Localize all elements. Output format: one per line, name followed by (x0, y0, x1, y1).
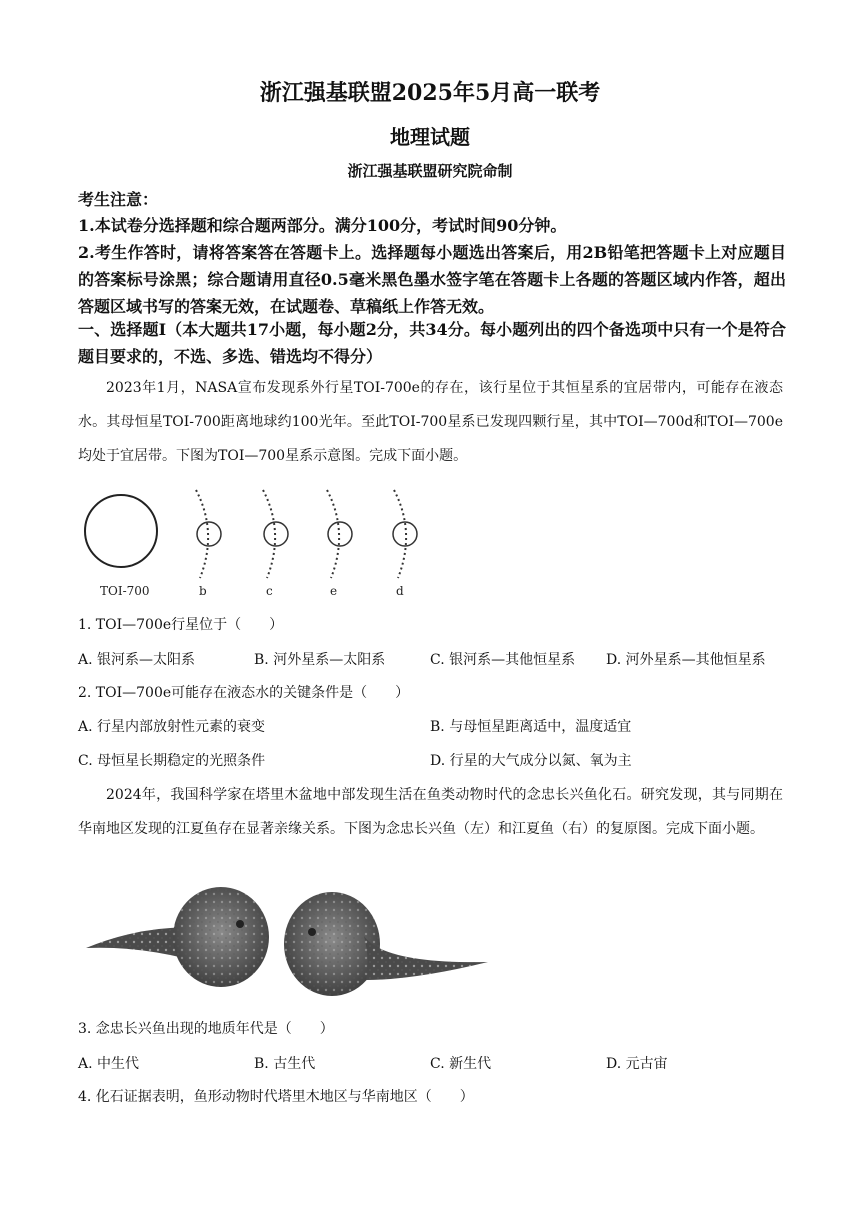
q3-option-b: B. 古生代 (254, 1056, 316, 1072)
q3-option-a: A. 中生代 (78, 1056, 140, 1072)
q2-option-d: D. 行星的大气成分以氮、氧为主 (430, 753, 632, 769)
q2-option-a: A. 行星内部放射性元素的衰变 (78, 719, 266, 735)
section-heading: 一、选择题Ⅰ（本大题共17小题，每小题2分，共34分。每小题列出的四个备选项中只有一个是符合题目要求的，不选、多选、错选均不得分） (78, 320, 786, 366)
fish-fossil-figure (84, 884, 490, 1004)
planet-orbit-e (327, 490, 352, 578)
question-2-stem: 2. TOI—700e可能存在液态水的关键条件是（ ） (78, 685, 410, 701)
subject-title: 地理试题 (390, 125, 470, 149)
changxingaspis-fossil (86, 887, 269, 987)
planet-label-c: c (266, 584, 273, 598)
q3-option-c: C. 新生代 (430, 1056, 492, 1072)
notice-item-2: 2.考生作答时，请将答案答在答题卡上。选择题每小题选出答案后，用2B铅笔把答题卡上对应题目的答案标号涂黑；综合题请用直径0.5毫米黑色墨水签字笔在答题卡上各题的答题区域内作答，超出答题区域书写的答案无效，在试题卷、草稿纸上作答无效。 (78, 243, 786, 316)
question-1-stem: 1. TOI—700e行星位于（ ） (78, 617, 284, 633)
q1-option-c: C. 银河系—其他恒星系 (430, 652, 576, 668)
q3-option-d: D. 元古宙 (606, 1056, 668, 1072)
planet-orbit-b (196, 490, 221, 578)
exam-title: 浙江强基联盟2025年5月高一联考 (259, 80, 601, 106)
planet-label-d: d (396, 584, 404, 598)
notice-heading: 考生注意： (78, 190, 159, 209)
q1-option-b: B. 河外星系—太阳系 (254, 652, 386, 668)
planet-orbit-d (393, 490, 417, 578)
passage-2: 2024年，我国科学家在塔里木盆地中部发现生活在鱼类动物时代的念忠长兴鱼化石。研究发现，其与同期在华南地区发现的江夏鱼存在显著亲缘关系。下图为念忠长兴鱼（左）和江夏鱼（右）的复原图。完成下面小题。 (78, 787, 783, 837)
star-circle (85, 495, 157, 567)
toi700-system-figure (78, 484, 438, 602)
q1-option-d: D. 河外星系—其他恒星系 (606, 652, 766, 668)
question-3-stem: 3. 念忠长兴鱼出现的地质年代是（ ） (78, 1021, 334, 1037)
passage-1: 2023年1月，NASA宣布发现系外行星TOI-700e的存在，该行星位于其恒星系的宜居带内，可能存在液态水。其母恒星TOI-700距离地球约100光年。至此TOI-700星系已发现四颗行星，其中TOI—700d和TOI—700e均处于宜居带。下图为TOI—700星系示意图。完成下面小题。 (78, 380, 783, 464)
star-label: TOI-700 (100, 584, 150, 598)
planet-label-b: b (199, 584, 207, 598)
q2-option-b: B. 与母恒星距离适中，温度适宜 (430, 719, 632, 735)
planet-orbit-c (263, 490, 288, 578)
author-line: 浙江强基联盟研究院命制 (347, 162, 513, 180)
jiangxialepis-fossil (284, 892, 488, 996)
notice-item-1: 1.本试卷分选择题和综合题两部分。满分100分，考试时间90分钟。 (78, 216, 567, 235)
q2-option-c: C. 母恒星长期稳定的光照条件 (78, 753, 266, 769)
question-4-stem: 4. 化石证据表明，鱼形动物时代塔里木地区与华南地区（ ） (78, 1089, 474, 1105)
planet-label-e: e (330, 584, 338, 598)
q1-option-a: A. 银河系—太阳系 (78, 652, 196, 668)
